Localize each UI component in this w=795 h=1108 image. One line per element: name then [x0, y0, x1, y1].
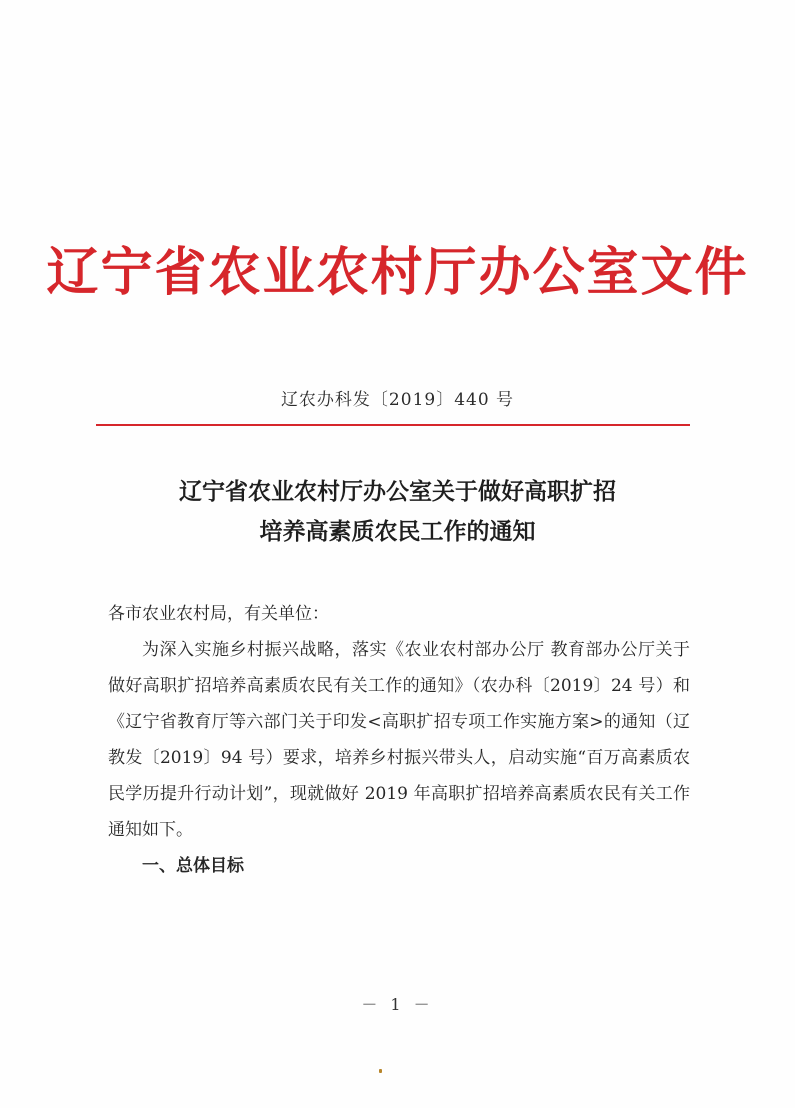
red-divider-line [96, 424, 690, 426]
page-number: － 1 － [361, 995, 434, 1014]
section-heading-1: 一、总体目标 [142, 856, 244, 876]
document-title [0, 472, 795, 552]
issuer-banner: 辽宁省农业农村厅办公室文件 [46, 243, 749, 303]
document-title-line-1: 辽宁省农业农村厅办公室关于做好高职扩招 [179, 479, 616, 505]
document-body [108, 596, 690, 884]
document-title-line-2: 培养高素质农民工作的通知 [259, 519, 536, 545]
document-number: 辽农办科发〔2019〕440 号 [280, 390, 515, 410]
scan-speck [379, 1069, 382, 1073]
salutation: 各市农业农村局，有关单位： [108, 604, 329, 624]
body-paragraph-1: 为深入实施乡村振兴战略，落实《农业农村部办公厅 教育部办公厅关于做好高职扩招培养高素质农民有关工作的通知》（农办科〔2019〕24 号）和《辽宁省教育厅等六部门关于印发<高职扩招专项工作实施方案>的通知（辽教发〔2019〕94 号）要求，培养乡村振兴带头人，启动实施“百万高素质农民学历提升行动计划”，现就做好 2019 年高职扩招培养高素质农民有关工作通知如下。 [108, 640, 690, 840]
